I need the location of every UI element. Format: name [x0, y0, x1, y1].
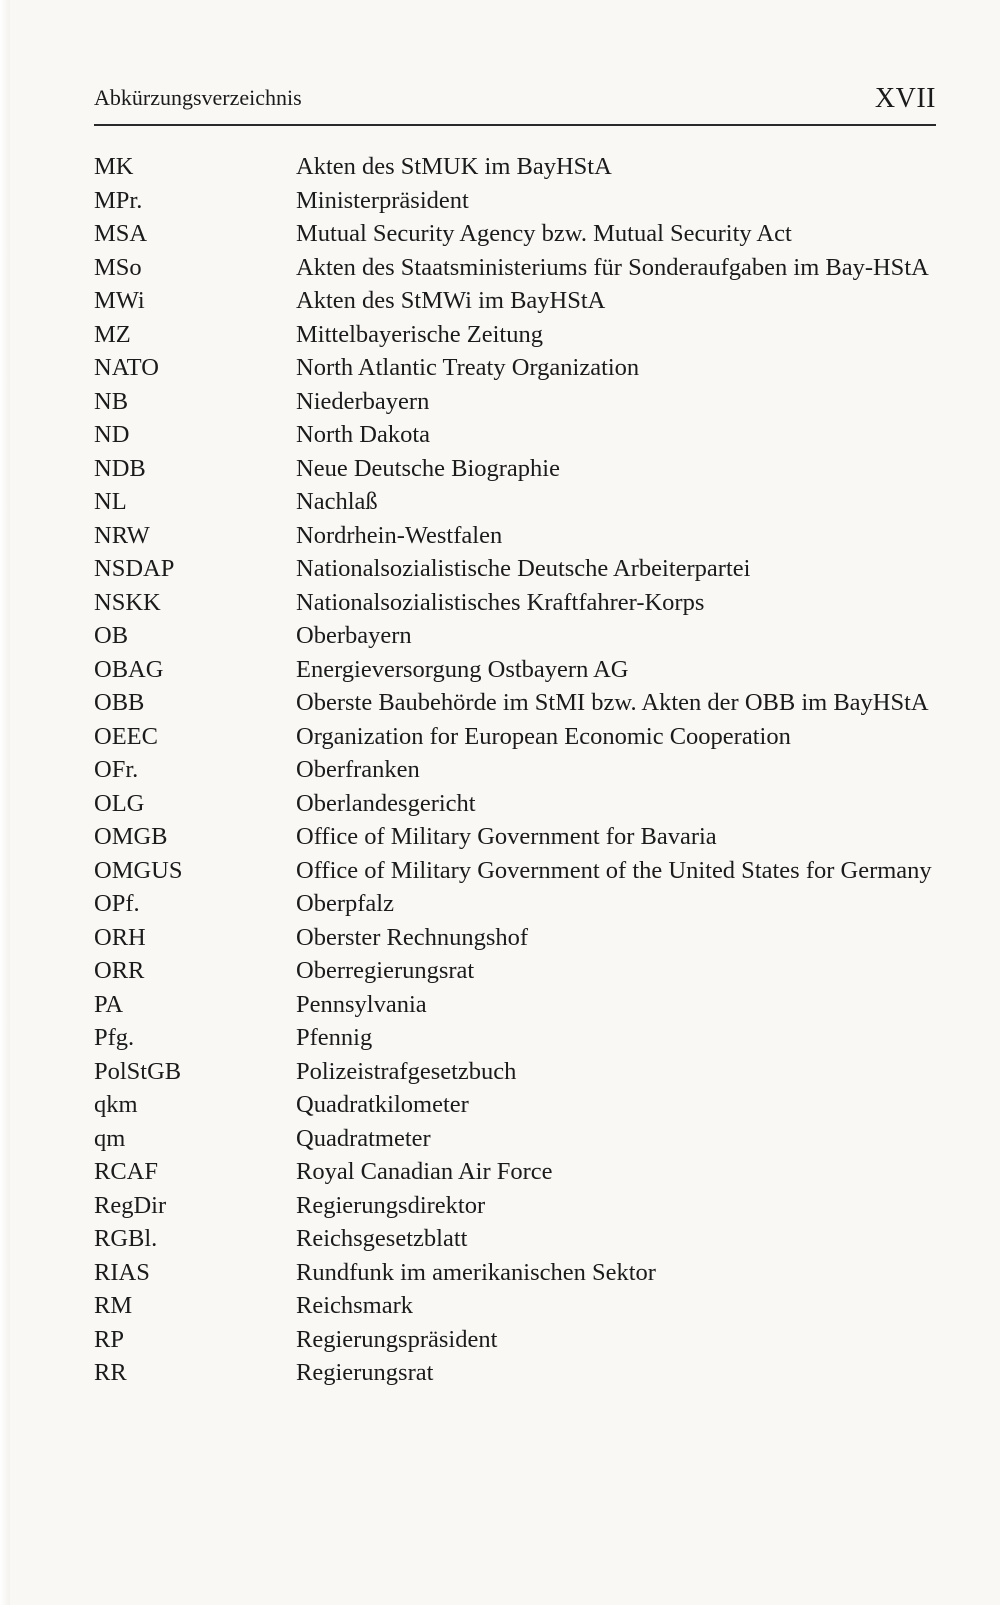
definition: Niederbayern — [296, 387, 430, 415]
abbreviation: OLG — [94, 789, 145, 817]
list-item — [94, 753, 936, 787]
list-item — [94, 284, 936, 318]
abbreviation: OPf. — [94, 890, 140, 917]
abbreviation: OBB — [94, 689, 145, 716]
abbreviation: PA — [94, 990, 124, 1018]
abbreviation: RM — [94, 1292, 133, 1319]
list-item — [94, 1256, 936, 1290]
definition: Reichsmark — [296, 1292, 414, 1319]
definition: Quadratmeter — [296, 1124, 431, 1152]
abbreviation: PolStGB — [94, 1057, 182, 1085]
list-item — [94, 385, 936, 419]
definition: Oberpfalz — [296, 890, 394, 917]
list-item — [94, 485, 936, 519]
page-number: XVII — [874, 83, 936, 114]
list-item — [94, 1122, 936, 1156]
definition: Nationalsozialistisches Kraftfahrer-Korps — [296, 588, 705, 616]
definition: Regierungsdirektor — [296, 1191, 486, 1219]
definition: North Atlantic Treaty Organization — [296, 354, 640, 381]
definition: Polizeistrafgesetzbuch — [296, 1057, 517, 1085]
list-item — [94, 1088, 936, 1122]
abbreviation: MSA — [94, 220, 148, 247]
list-item — [94, 653, 936, 687]
list-item — [94, 418, 936, 452]
abbreviation: NB — [94, 387, 129, 415]
definition: Akten des StMWi im BayHStA — [296, 287, 606, 314]
abbreviation: MK — [94, 153, 134, 180]
definition: Akten des StMUK im BayHStA — [296, 153, 612, 180]
definition: Rundfunk im amerikanischen Sektor — [296, 1258, 656, 1286]
abbreviation: MZ — [94, 320, 131, 348]
abbreviation: NATO — [94, 354, 159, 381]
definition: Akten des Staatsministeriums für Sonderaufgaben im Bay-HStA — [296, 253, 929, 281]
list-item — [94, 1323, 936, 1357]
list-item — [94, 217, 936, 251]
list-item — [94, 351, 936, 385]
abbreviation: RP — [94, 1325, 124, 1353]
list-item — [94, 1055, 936, 1089]
abbreviation: qm — [94, 1124, 126, 1152]
list-item — [94, 452, 936, 486]
definition: Office of Military Government of the United States for Germany — [296, 856, 932, 884]
definition: Mutual Security Agency bzw. Mutual Security Act — [296, 220, 792, 247]
abbreviation: OB — [94, 622, 129, 649]
definition: Pfennig — [296, 1024, 373, 1051]
list-item — [94, 1289, 936, 1323]
abbreviation: NRW — [94, 521, 150, 549]
definition: Pennsylvania — [296, 990, 427, 1018]
abbreviation: Pfg. — [94, 1024, 135, 1051]
list-item — [94, 820, 936, 854]
list-item — [94, 586, 936, 620]
abbreviation: RIAS — [94, 1258, 150, 1286]
list-item — [94, 1021, 936, 1055]
abbreviation: NL — [94, 488, 127, 515]
list-item — [94, 954, 936, 988]
list-item — [94, 1356, 936, 1390]
abbreviation: RegDir — [94, 1191, 167, 1219]
list-item — [94, 150, 936, 184]
list-item — [94, 619, 936, 653]
list-item — [94, 1222, 936, 1256]
abbreviation: OMGB — [94, 823, 168, 850]
abbreviation-list — [94, 150, 936, 1390]
list-item — [94, 787, 936, 821]
definition: Oberregierungsrat — [296, 957, 475, 984]
definition: Nachlaß — [296, 488, 378, 515]
abbreviation: MSo — [94, 253, 142, 281]
abbreviation: NDB — [94, 454, 146, 482]
page-edge — [0, 0, 10, 1605]
list-item — [94, 184, 936, 218]
list-item — [94, 921, 936, 955]
definition: Mittelbayerische Zeitung — [296, 320, 543, 348]
list-item — [94, 720, 936, 754]
list-item — [94, 686, 936, 720]
definition: Oberlandesgericht — [296, 789, 476, 817]
abbreviation: NSDAP — [94, 555, 175, 582]
abbreviation: MWi — [94, 287, 145, 314]
definition: Nordrhein-Westfalen — [296, 521, 503, 549]
definition: Oberfranken — [296, 756, 420, 783]
list-item — [94, 887, 936, 921]
definition: Oberste Baubehörde im StMI bzw. Akten der OBB im BayHStA — [296, 689, 929, 716]
list-item — [94, 251, 936, 285]
abbreviation: ORR — [94, 957, 145, 984]
definition: Oberbayern — [296, 622, 412, 649]
definition: Regierungsrat — [296, 1359, 434, 1386]
running-header — [94, 85, 936, 119]
definition: Neue Deutsche Biographie — [296, 454, 560, 482]
definition: Ministerpräsident — [296, 186, 469, 214]
definition: Royal Canadian Air Force — [296, 1158, 553, 1185]
definition: Organization for European Economic Cooperation — [296, 722, 791, 750]
list-item — [94, 1155, 936, 1189]
definition: Regierungspräsident — [296, 1325, 498, 1353]
list-item — [94, 318, 936, 352]
list-item — [94, 519, 936, 553]
list-item — [94, 1189, 936, 1223]
header-rule — [94, 124, 936, 126]
definition: Oberster Rechnungshof — [296, 923, 529, 951]
abbreviation: OBAG — [94, 655, 164, 683]
abbreviation: ORH — [94, 923, 146, 951]
definition: North Dakota — [296, 421, 431, 448]
abbreviation: MPr. — [94, 186, 143, 214]
abbreviation: RR — [94, 1359, 127, 1386]
abbreviation: RCAF — [94, 1158, 159, 1185]
definition: Energieversorgung Ostbayern AG — [296, 655, 629, 683]
list-item — [94, 552, 936, 586]
section-title: Abkürzungsverzeichnis — [94, 85, 302, 110]
abbreviation: NSKK — [94, 588, 161, 616]
abbreviation: RGBl. — [94, 1225, 158, 1252]
abbreviation: OMGUS — [94, 856, 183, 884]
definition: Office of Military Government for Bavaria — [296, 823, 717, 850]
abbreviation: ND — [94, 421, 130, 448]
definition: Nationalsozialistische Deutsche Arbeiterpartei — [296, 555, 751, 582]
abbreviation: OEEC — [94, 722, 158, 750]
abbreviation: OFr. — [94, 756, 139, 783]
definition: Reichsgesetzblatt — [296, 1225, 468, 1252]
list-item — [94, 988, 936, 1022]
abbreviation: qkm — [94, 1091, 138, 1118]
definition: Quadratkilometer — [296, 1091, 469, 1118]
list-item — [94, 854, 936, 888]
